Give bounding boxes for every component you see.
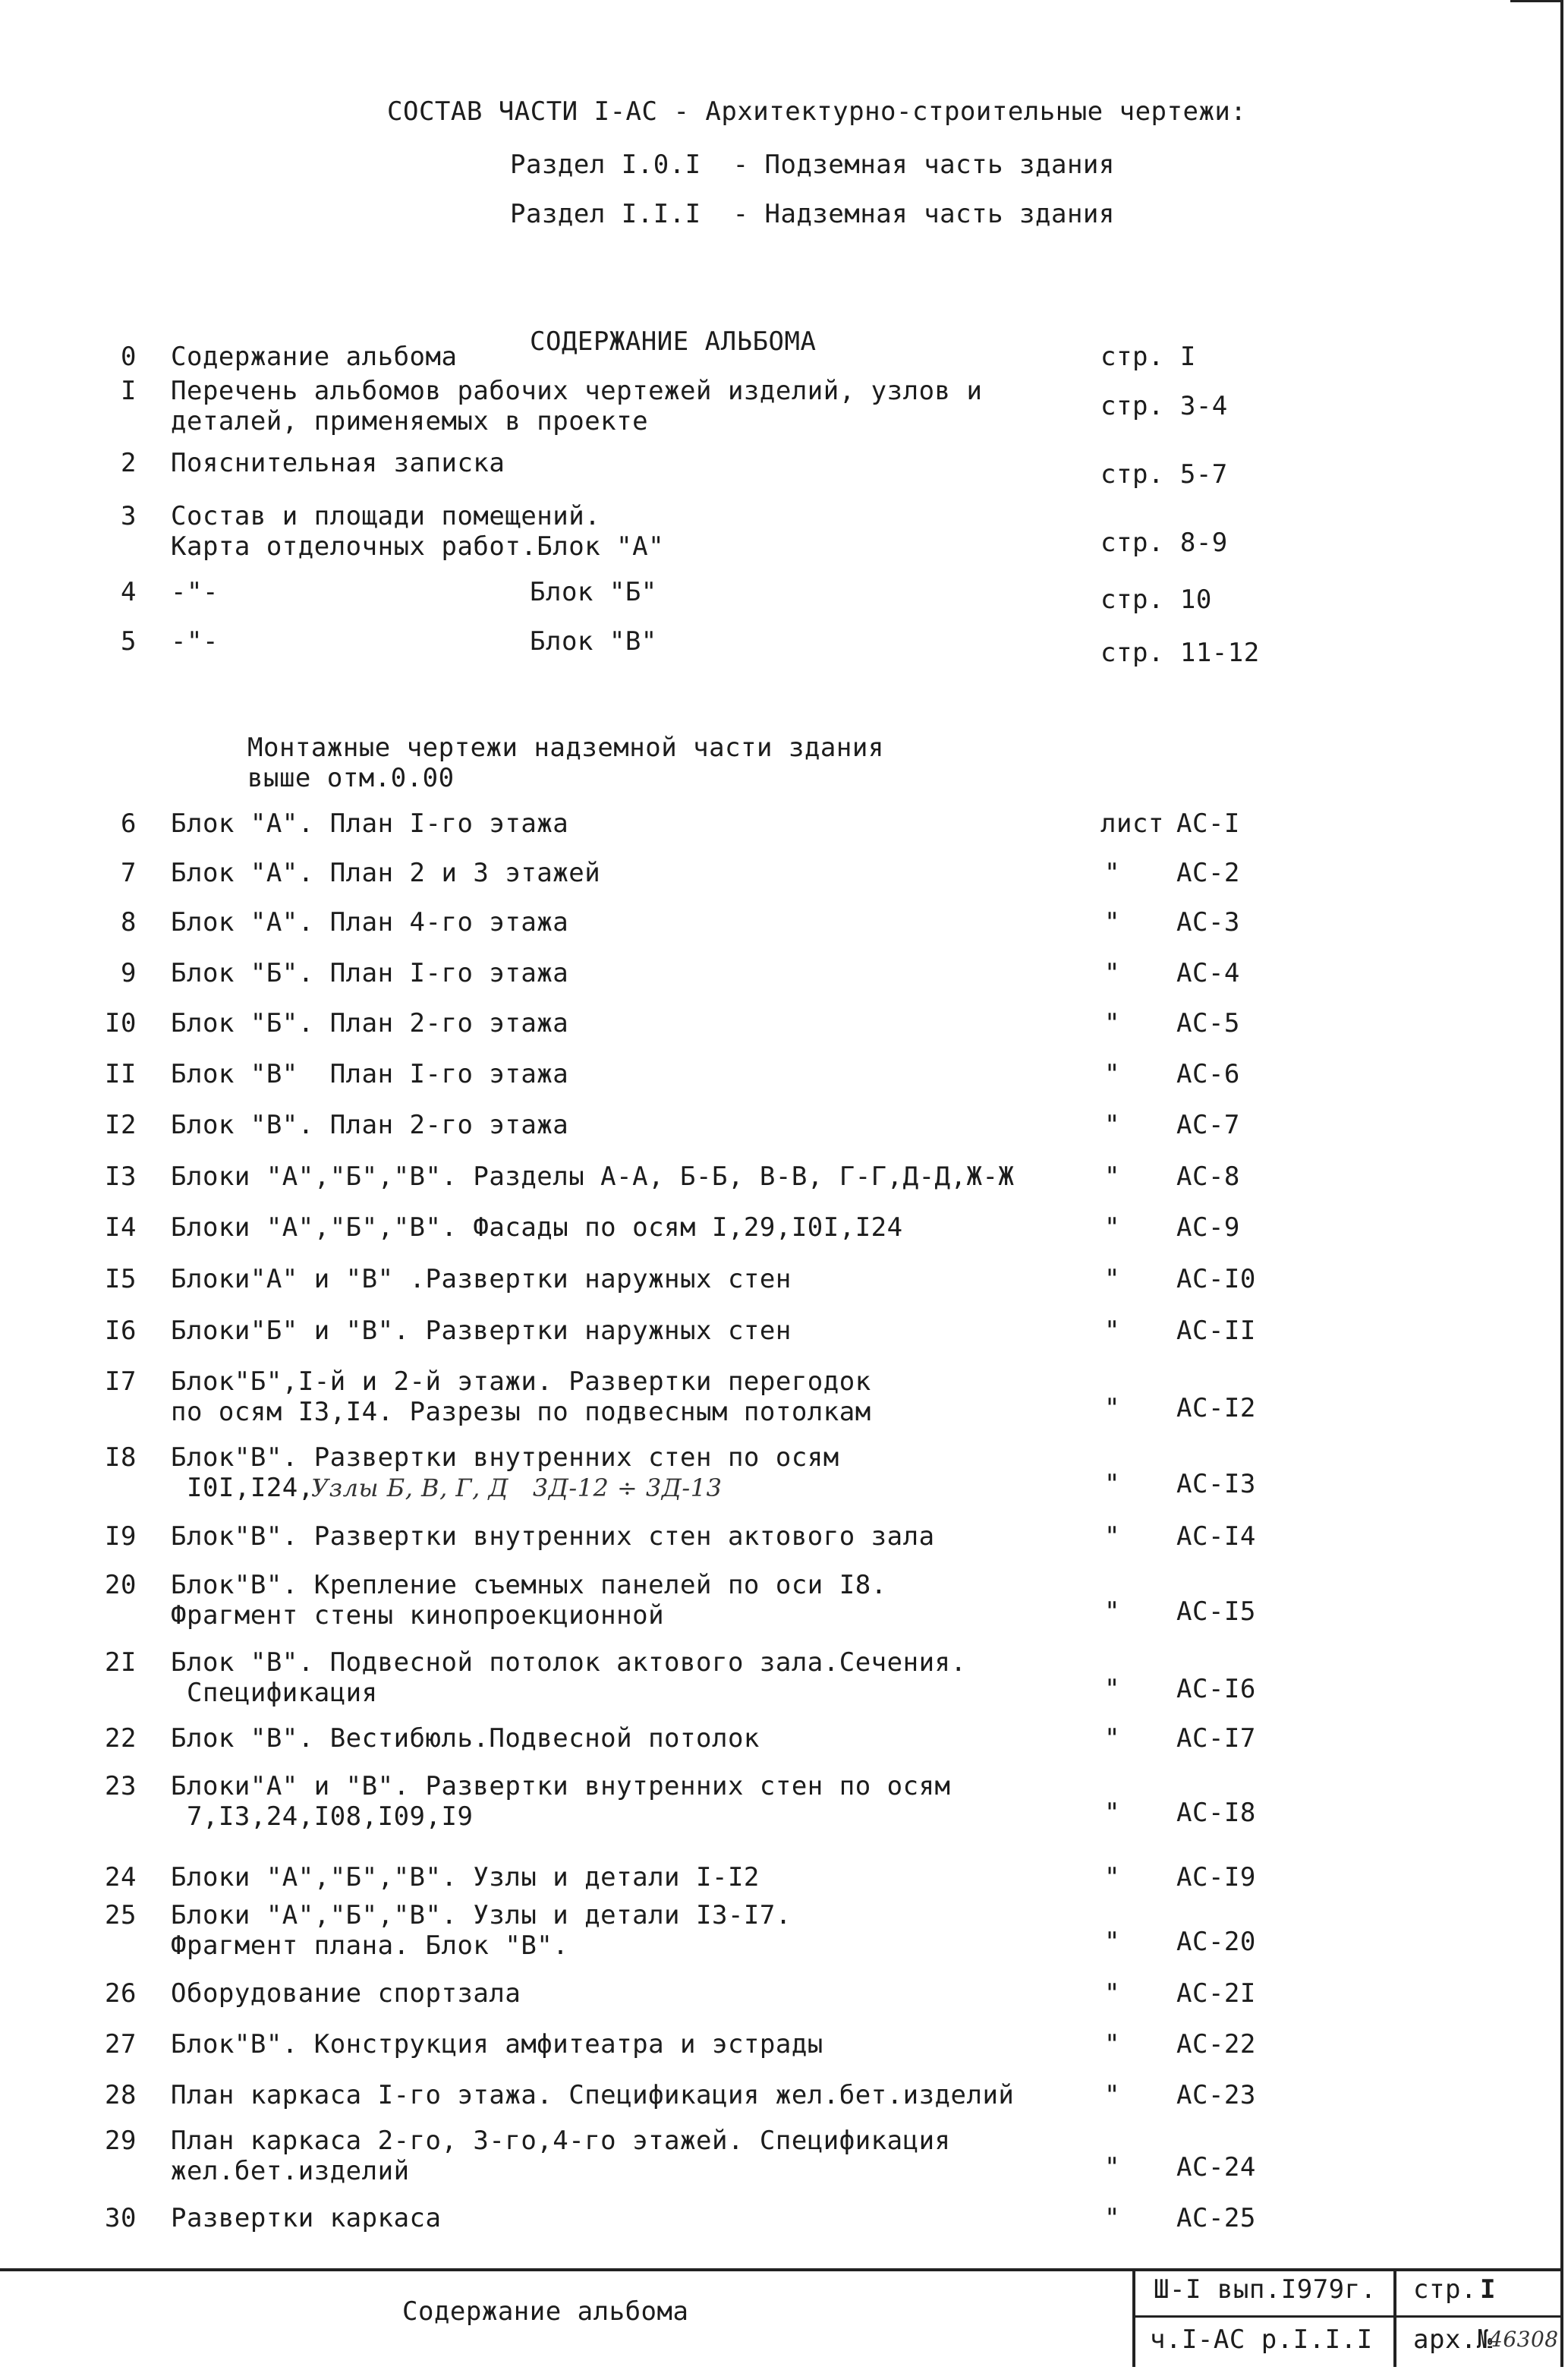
- sheet-code: АС-4: [1176, 958, 1240, 988]
- title-block-divider: [1132, 2315, 1560, 2318]
- sheet-code: АС-II: [1176, 1316, 1256, 1346]
- sheet-code: АС-25: [1176, 2203, 1256, 2233]
- item-number: 9: [121, 958, 137, 988]
- item-text: Блок"В". Развертки внутренних стен актового зала: [171, 1521, 935, 1552]
- item-text: Блок "В". План 2-го этажа: [171, 1110, 569, 1140]
- ditto-mark: ": [1104, 1723, 1120, 1754]
- ditto-mark: ": [1104, 1059, 1120, 1089]
- item-text: Содержание альбома: [171, 342, 458, 372]
- item-number: 29: [105, 2126, 137, 2156]
- item-number: 6: [121, 808, 137, 839]
- item-page: стр. I: [1100, 342, 1196, 372]
- section-underground-line: Раздел I.0.I - Подземная часть здания: [510, 150, 1115, 180]
- title-block-divider: [1393, 2268, 1396, 2367]
- ditto-mark: ": [1104, 1264, 1120, 1294]
- contents-title: СОДЕРЖАНИЕ АЛЬБОМА: [530, 326, 817, 357]
- item-text: Блоки"А" и "В". Развертки внутренних стен по осям 7,I3,24,I08,I09,I9: [171, 1771, 951, 1832]
- sheet-code: АС-I6: [1176, 1674, 1256, 1704]
- item-text: Блоки "А","Б","В". Фасады по осям I,29,I0I,I24: [171, 1212, 903, 1243]
- item-number: 24: [105, 1862, 137, 1893]
- item-text: Блок"В". Развертки внутренних стен по осям I0I,I24,: [171, 1442, 839, 1503]
- item-number: I2: [105, 1110, 137, 1140]
- ditto-mark: ": [1104, 1008, 1120, 1038]
- title-block-part: ч.I-АС р.I.I.I: [1150, 2324, 1373, 2355]
- item-text: Блок "В" План I-го этажа: [171, 1059, 569, 1089]
- sheet-code: АС-I0: [1176, 1264, 1256, 1294]
- item-text: Блок"Б",I-й и 2-й этажи. Развертки перегодок по осям I3,I4. Разрезы по подвесным потолкам: [171, 1366, 871, 1427]
- item-block: Блок "В": [530, 626, 657, 657]
- item-number: 4: [121, 577, 137, 607]
- sheet-code: АС-24: [1176, 2152, 1256, 2182]
- section-aboveground-line: Раздел I.I.I - Надземная часть здания: [510, 199, 1115, 229]
- sheet-code: АС-8: [1176, 1161, 1240, 1192]
- title-block-archive-number: 46308: [1489, 2327, 1559, 2352]
- item-number: I6: [105, 1316, 137, 1346]
- ditto-mark: ": [1104, 1674, 1120, 1704]
- sheet-code: АС-2I: [1176, 1978, 1256, 2009]
- item-number: 30: [105, 2203, 137, 2233]
- handwritten-note: Узлы Б, В, Г, Д 3Д-12 ÷ 3Д-13: [311, 1473, 723, 1502]
- ditto-mark: ": [1104, 907, 1120, 938]
- ditto-mark: ": [1104, 1469, 1120, 1499]
- sheet-code: АС-5: [1176, 1008, 1240, 1038]
- sheet-code: АС-23: [1176, 2080, 1256, 2110]
- sheet-code: АС-7: [1176, 1110, 1240, 1140]
- sheet-code: АС-I5: [1176, 1596, 1256, 1627]
- item-number: I3: [105, 1161, 137, 1192]
- page-border: [1560, 0, 1563, 2367]
- title-block-archive-label: арх.№: [1413, 2324, 1493, 2355]
- title-block-divider: [1132, 2268, 1135, 2367]
- sheet-code: АС-20: [1176, 1927, 1256, 1957]
- ditto-mark: ": [1104, 2152, 1120, 2182]
- sheet-code: АС-I9: [1176, 1862, 1256, 1893]
- item-number: 20: [105, 1570, 137, 1600]
- ditto-mark: ": [1104, 2029, 1120, 2060]
- sheet-code: АС-6: [1176, 1059, 1240, 1089]
- item-text: Пояснительная записка: [171, 448, 505, 478]
- title-block-page-label: стр.: [1413, 2274, 1477, 2305]
- item-text: Блок "Б". План 2-го этажа: [171, 1008, 569, 1038]
- item-page: стр. 3-4: [1100, 391, 1228, 421]
- item-text: Блок "В". Подвесной потолок актового зала.Сечения. Спецификация: [171, 1647, 967, 1708]
- ditto-mark: ": [1104, 1927, 1120, 1957]
- sheet-code: АС-9: [1176, 1212, 1240, 1243]
- item-text: Блоки "А","Б","В". Узлы и детали I-I2: [171, 1862, 760, 1893]
- item-number: 5: [121, 626, 137, 657]
- item-block: Блок "Б": [530, 577, 657, 607]
- item-text: -"-: [171, 577, 219, 607]
- item-number: 8: [121, 907, 137, 938]
- sheet-code: АС-I4: [1176, 1521, 1256, 1552]
- item-number: I: [121, 376, 137, 406]
- ditto-mark: ": [1104, 2080, 1120, 2110]
- item-number: II: [105, 1059, 137, 1089]
- item-number: I8: [105, 1442, 137, 1473]
- item-number: 2I: [105, 1647, 137, 1678]
- item-text: Блок "В". Вестибюль.Подвесной потолок: [171, 1723, 760, 1754]
- ditto-mark: ": [1104, 1212, 1120, 1243]
- item-number: I7: [105, 1366, 137, 1397]
- ditto-mark: ": [1104, 1110, 1120, 1140]
- item-number: 27: [105, 2029, 137, 2060]
- item-page: стр. 10: [1100, 585, 1212, 615]
- item-text: Блок"В". Крепление съемных панелей по оси I8. Фрагмент стены кинопроекционной: [171, 1570, 887, 1631]
- item-number: 22: [105, 1723, 137, 1754]
- item-number: 7: [121, 858, 137, 888]
- ditto-mark: ": [1104, 1978, 1120, 2009]
- ditto-mark: ": [1104, 1316, 1120, 1346]
- sheet-code: АС-22: [1176, 2029, 1256, 2060]
- item-text: Блок "А". План 4-го этажа: [171, 907, 569, 938]
- ditto-mark: ": [1104, 958, 1120, 988]
- ditto-mark: ": [1104, 1862, 1120, 1893]
- item-text: Состав и площади помещений. Карта отделочных работ.Блок "А": [171, 501, 665, 562]
- item-number: 23: [105, 1771, 137, 1801]
- page-border: [1510, 0, 1563, 2]
- montage-heading: Монтажные чертежи надземной части здания выше отм.0.00: [247, 733, 884, 793]
- sheet-code: АС-I7: [1176, 1723, 1256, 1754]
- item-page: стр. 8-9: [1100, 528, 1228, 558]
- item-text: Блоки"А" и "В" .Развертки наружных стен: [171, 1264, 792, 1294]
- item-number: I5: [105, 1264, 137, 1294]
- item-number: 25: [105, 1900, 137, 1930]
- sheet-code: АС-2: [1176, 858, 1240, 888]
- item-page: стр. 5-7: [1100, 459, 1228, 490]
- item-text: Блоки"Б" и "В". Развертки наружных стен: [171, 1316, 792, 1346]
- item-text: Развертки каркаса: [171, 2203, 442, 2233]
- item-text: Перечень альбомов рабочих чертежей изделий, узлов и деталей, применяемых в проекте: [171, 376, 983, 436]
- sheet-code: АС-I: [1176, 808, 1240, 839]
- item-text: Блок "А". План I-го этажа: [171, 808, 569, 839]
- item-text: Блоки "А","Б","В". Узлы и детали I3-I7. Фрагмент плана. Блок "В".: [171, 1900, 792, 1961]
- title-block-page-value: I: [1480, 2274, 1496, 2305]
- title-block-doc-title: Содержание альбома: [402, 2296, 689, 2327]
- item-number: I9: [105, 1521, 137, 1552]
- sheet-code: АС-I8: [1176, 1798, 1256, 1828]
- ditto-mark: ": [1104, 1393, 1120, 1423]
- item-text: План каркаса I-го этажа. Спецификация жел.бет.изделий: [171, 2080, 1015, 2110]
- item-text: -"-: [171, 626, 219, 657]
- item-number: I0: [105, 1008, 137, 1038]
- item-number: 3: [121, 501, 137, 531]
- part-composition-title: СОСТАВ ЧАСТИ I-АС - Архитектурно-строительные чертежи:: [387, 96, 1247, 127]
- sheet-code: АС-I3: [1176, 1469, 1256, 1499]
- ditto-mark: ": [1104, 1521, 1120, 1552]
- item-text: Блоки "А","Б","В". Разделы А-А, Б-Б, В-В, Г-Г,Д-Д,Ж-Ж: [171, 1161, 1015, 1192]
- item-text: Оборудование спортзала: [171, 1978, 521, 2009]
- item-number: I4: [105, 1212, 137, 1243]
- item-text: Блок"В". Конструкция амфитеатра и эстрады: [171, 2029, 823, 2060]
- ditto-mark: ": [1104, 2203, 1120, 2233]
- sheet-code: АС-I2: [1176, 1393, 1256, 1423]
- item-text: Блок "Б". План I-го этажа: [171, 958, 569, 988]
- ditto-mark: ": [1104, 858, 1120, 888]
- sheet-label: лист: [1100, 808, 1164, 839]
- item-number: 0: [121, 342, 137, 372]
- ditto-mark: ": [1104, 1596, 1120, 1627]
- title-block-series: Ш-I вып.I979г.: [1154, 2274, 1377, 2305]
- item-text: Блок "А". План 2 и 3 этажей: [171, 858, 601, 888]
- item-number: 28: [105, 2080, 137, 2110]
- item-number: 26: [105, 1978, 137, 2009]
- item-text: План каркаса 2-го, 3-го,4-го этажей. Спецификация жел.бет.изделий: [171, 2126, 951, 2186]
- ditto-mark: ": [1104, 1798, 1120, 1828]
- item-page: стр. 11-12: [1100, 638, 1260, 668]
- item-number: 2: [121, 448, 137, 478]
- sheet-code: АС-3: [1176, 907, 1240, 938]
- ditto-mark: ": [1104, 1161, 1120, 1192]
